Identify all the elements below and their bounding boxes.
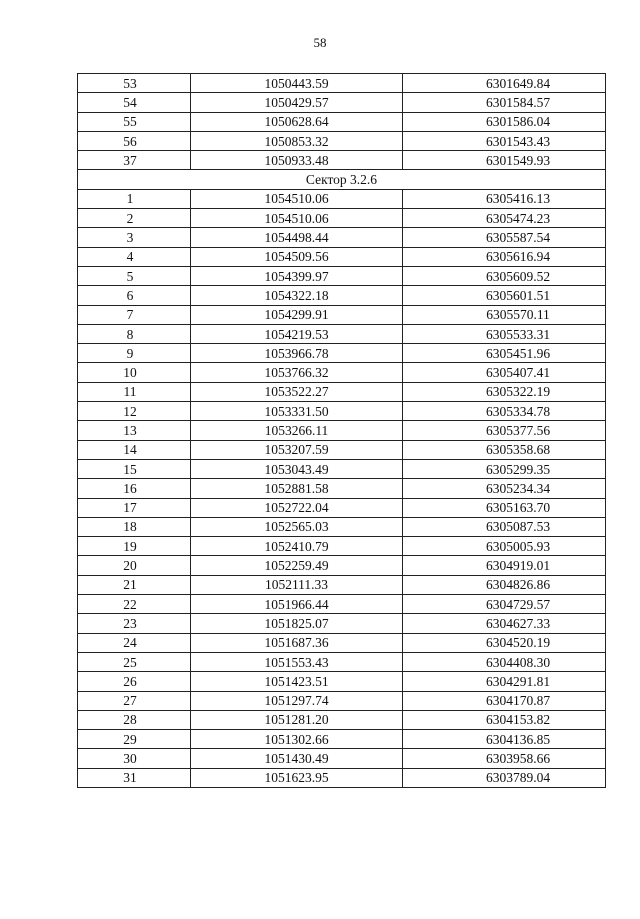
x-coordinate-cell: 1052111.33: [191, 575, 403, 594]
x-coordinate-cell: 1053207.59: [191, 440, 403, 459]
x-coordinate-cell: 1050429.57: [191, 93, 403, 112]
table-row: [78, 228, 606, 247]
table-row: [78, 131, 606, 150]
table-row: [78, 595, 606, 614]
y-coordinate-cell: 6305234.34: [403, 479, 606, 498]
y-coordinate-cell: 6304408.30: [403, 652, 606, 671]
x-coordinate-cell: 1054510.06: [191, 209, 403, 228]
x-coordinate-cell: 1054399.97: [191, 266, 403, 285]
x-coordinate-cell: 1051623.95: [191, 768, 403, 787]
point-number-cell: 10: [78, 363, 191, 382]
x-coordinate-cell: 1054509.56: [191, 247, 403, 266]
x-coordinate-cell: 1051825.07: [191, 614, 403, 633]
y-coordinate-cell: 6304919.01: [403, 556, 606, 575]
point-number-cell: 30: [78, 749, 191, 768]
point-number-cell: 12: [78, 402, 191, 421]
point-number-cell: 56: [78, 131, 191, 150]
point-number-cell: 19: [78, 537, 191, 556]
table-row: [78, 537, 606, 556]
point-number-cell: 1: [78, 189, 191, 208]
point-number-cell: 23: [78, 614, 191, 633]
point-number-cell: 6: [78, 286, 191, 305]
table-row: [78, 382, 606, 401]
point-number-cell: 20: [78, 556, 191, 575]
coordinates-table: [77, 73, 606, 788]
table-row: [78, 247, 606, 266]
y-coordinate-cell: 6305005.93: [403, 537, 606, 556]
table-row: [78, 305, 606, 324]
y-coordinate-cell: 6305087.53: [403, 517, 606, 536]
y-coordinate-cell: 6304153.82: [403, 710, 606, 729]
table-row: [78, 459, 606, 478]
page-number: 58: [313, 35, 327, 50]
point-number-cell: 55: [78, 112, 191, 131]
point-number-cell: 29: [78, 730, 191, 749]
y-coordinate-cell: 6304826.86: [403, 575, 606, 594]
x-coordinate-cell: 1053266.11: [191, 421, 403, 440]
point-number-cell: 37: [78, 151, 191, 170]
point-number-cell: 3: [78, 228, 191, 247]
point-number-cell: 31: [78, 768, 191, 787]
x-coordinate-cell: 1051302.66: [191, 730, 403, 749]
y-coordinate-cell: 6305416.13: [403, 189, 606, 208]
table-row: [78, 344, 606, 363]
point-number-cell: 7: [78, 305, 191, 324]
table-row: [78, 672, 606, 691]
x-coordinate-cell: 1053522.27: [191, 382, 403, 401]
point-number-cell: 18: [78, 517, 191, 536]
y-coordinate-cell: 6303958.66: [403, 749, 606, 768]
x-coordinate-cell: 1051966.44: [191, 595, 403, 614]
y-coordinate-cell: 6305334.78: [403, 402, 606, 421]
point-number-cell: 22: [78, 595, 191, 614]
y-coordinate-cell: 6301586.04: [403, 112, 606, 131]
point-number-cell: 8: [78, 324, 191, 343]
table-row: [78, 575, 606, 594]
table-row: [78, 209, 606, 228]
y-coordinate-cell: 6305163.70: [403, 498, 606, 517]
y-coordinate-cell: 6305451.96: [403, 344, 606, 363]
x-coordinate-cell: 1050853.32: [191, 131, 403, 150]
point-number-cell: 13: [78, 421, 191, 440]
point-number-cell: 14: [78, 440, 191, 459]
y-coordinate-cell: 6304729.57: [403, 595, 606, 614]
sector-title: Сектор 3.2.6: [78, 170, 606, 189]
y-coordinate-cell: 6305616.94: [403, 247, 606, 266]
point-number-cell: 21: [78, 575, 191, 594]
x-coordinate-cell: 1051297.74: [191, 691, 403, 710]
y-coordinate-cell: 6305474.23: [403, 209, 606, 228]
x-coordinate-cell: 1052722.04: [191, 498, 403, 517]
x-coordinate-cell: 1051423.51: [191, 672, 403, 691]
y-coordinate-cell: 6304170.87: [403, 691, 606, 710]
x-coordinate-cell: 1054219.53: [191, 324, 403, 343]
x-coordinate-cell: 1054299.91: [191, 305, 403, 324]
point-number-cell: 53: [78, 74, 191, 93]
x-coordinate-cell: 1054322.18: [191, 286, 403, 305]
y-coordinate-cell: 6304291.81: [403, 672, 606, 691]
y-coordinate-cell: 6305601.51: [403, 286, 606, 305]
y-coordinate-cell: 6305587.54: [403, 228, 606, 247]
y-coordinate-cell: 6305358.68: [403, 440, 606, 459]
table-row: [78, 286, 606, 305]
table-row: [78, 324, 606, 343]
x-coordinate-cell: 1052259.49: [191, 556, 403, 575]
x-coordinate-cell: 1051687.36: [191, 633, 403, 652]
table-row: [78, 74, 606, 93]
point-number-cell: 54: [78, 93, 191, 112]
table-body-sector: [78, 189, 606, 787]
table-row: [78, 517, 606, 536]
x-coordinate-cell: 1054510.06: [191, 189, 403, 208]
table-row: [78, 652, 606, 671]
table-row: [78, 440, 606, 459]
table-row: [78, 421, 606, 440]
y-coordinate-cell: 6305322.19: [403, 382, 606, 401]
table-row: [78, 749, 606, 768]
x-coordinate-cell: 1051553.43: [191, 652, 403, 671]
y-coordinate-cell: 6303789.04: [403, 768, 606, 787]
table-row: [78, 151, 606, 170]
x-coordinate-cell: 1053331.50: [191, 402, 403, 421]
x-coordinate-cell: 1052565.03: [191, 517, 403, 536]
table-body-sector-header: [78, 170, 606, 189]
point-number-cell: 24: [78, 633, 191, 652]
table-row: [78, 112, 606, 131]
point-number-cell: 27: [78, 691, 191, 710]
x-coordinate-cell: 1053966.78: [191, 344, 403, 363]
point-number-cell: 4: [78, 247, 191, 266]
x-coordinate-cell: 1052410.79: [191, 537, 403, 556]
y-coordinate-cell: 6304520.19: [403, 633, 606, 652]
x-coordinate-cell: 1050933.48: [191, 151, 403, 170]
y-coordinate-cell: 6305570.11: [403, 305, 606, 324]
table-row: [78, 710, 606, 729]
point-number-cell: 28: [78, 710, 191, 729]
point-number-cell: 2: [78, 209, 191, 228]
table-row: [78, 633, 606, 652]
x-coordinate-cell: 1050443.59: [191, 74, 403, 93]
point-number-cell: 25: [78, 652, 191, 671]
x-coordinate-cell: 1053043.49: [191, 459, 403, 478]
table-row: [78, 402, 606, 421]
point-number-cell: 15: [78, 459, 191, 478]
table-row: [78, 691, 606, 710]
x-coordinate-cell: 1054498.44: [191, 228, 403, 247]
table-row: [78, 556, 606, 575]
point-number-cell: 17: [78, 498, 191, 517]
table-row: [78, 93, 606, 112]
sector-header-row: [78, 170, 606, 189]
y-coordinate-cell: 6305533.31: [403, 324, 606, 343]
point-number-cell: 11: [78, 382, 191, 401]
table-row: [78, 614, 606, 633]
y-coordinate-cell: 6301543.43: [403, 131, 606, 150]
point-number-cell: 5: [78, 266, 191, 285]
y-coordinate-cell: 6304627.33: [403, 614, 606, 633]
table-row: [78, 498, 606, 517]
x-coordinate-cell: 1053766.32: [191, 363, 403, 382]
y-coordinate-cell: 6301649.84: [403, 74, 606, 93]
table-row: [78, 479, 606, 498]
table-row: [78, 730, 606, 749]
y-coordinate-cell: 6301584.57: [403, 93, 606, 112]
point-number-cell: 16: [78, 479, 191, 498]
table-row: [78, 266, 606, 285]
table-row: [78, 768, 606, 787]
table-body-top: [78, 74, 606, 170]
x-coordinate-cell: 1052881.58: [191, 479, 403, 498]
x-coordinate-cell: 1051430.49: [191, 749, 403, 768]
y-coordinate-cell: 6301549.93: [403, 151, 606, 170]
x-coordinate-cell: 1050628.64: [191, 112, 403, 131]
y-coordinate-cell: 6305407.41: [403, 363, 606, 382]
table-row: [78, 363, 606, 382]
y-coordinate-cell: 6304136.85: [403, 730, 606, 749]
y-coordinate-cell: 6305609.52: [403, 266, 606, 285]
x-coordinate-cell: 1051281.20: [191, 710, 403, 729]
y-coordinate-cell: 6305299.35: [403, 459, 606, 478]
point-number-cell: 9: [78, 344, 191, 363]
point-number-cell: 26: [78, 672, 191, 691]
table-row: [78, 189, 606, 208]
y-coordinate-cell: 6305377.56: [403, 421, 606, 440]
